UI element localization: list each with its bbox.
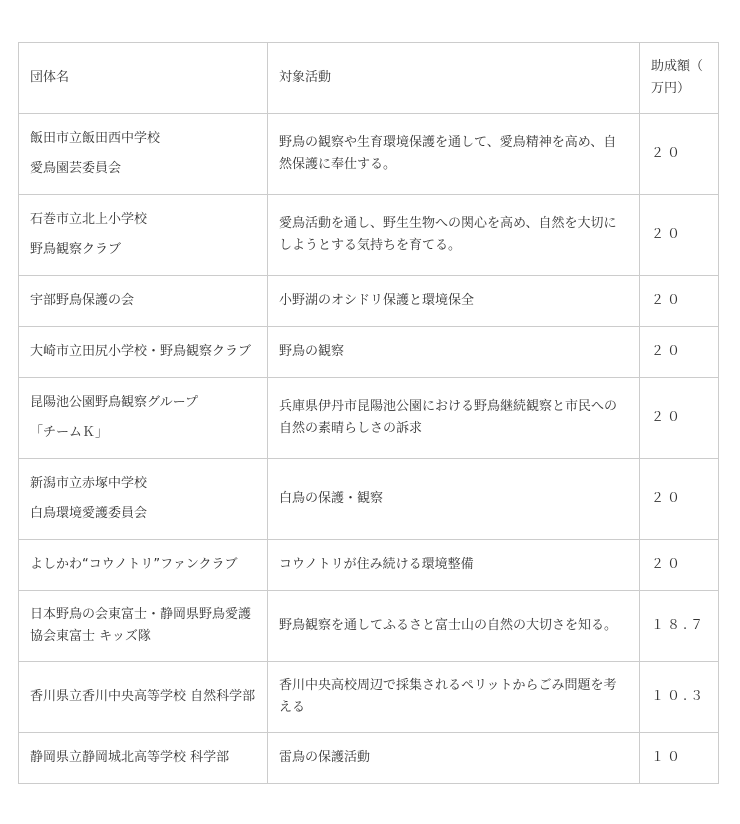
activity-cell: 野鳥の観察や生育環境保護を通して、愛鳥精神を高め、自然保護に奉仕する。 [268,114,640,195]
activity-cell: 小野湖のオシドリ保護と環境保全 [268,276,640,327]
org-name-line: 宇部野鳥保護の会 [30,293,135,308]
amount-cell: １０ [640,733,719,784]
org-name-line: 飯田市立飯田西中学校 [30,131,161,146]
amount-cell: １８.７ [640,591,719,662]
table-header-row [19,43,719,114]
activity-cell: 野鳥の観察 [268,327,640,378]
amount-cell: ２０ [640,459,719,540]
org-cell [19,733,268,784]
header-amount-line2: 万円） [651,81,691,96]
amount-cell: ２０ [640,114,719,195]
org-name-line: 愛鳥園芸委員会 [30,161,122,176]
amount-cell: ２０ [640,195,719,276]
header-activity: 対象活動 [268,43,640,114]
table-row [19,276,719,327]
org-name-line: 香川県立香川中央高等学校 自然科学部 [30,689,256,704]
amount-cell: ２０ [640,276,719,327]
org-cell [19,662,268,733]
activity-cell: 香川中央高校周辺で採集されるペリットからごみ問題を考える [268,662,640,733]
table-row [19,733,719,784]
org-name-line: 石巻市立北上小学校 [30,212,148,227]
org-name-line: 野鳥観察クラブ [30,242,122,257]
org-cell [19,459,268,540]
org-name-line: 新潟市立赤塚中学校 [30,476,148,491]
header-org: 団体名 [19,43,268,114]
amount-cell: １０.３ [640,662,719,733]
org-cell [19,591,268,662]
table-row [19,662,719,733]
grant-table-container [18,42,719,784]
activity-cell: 愛鳥活動を通し、野生生物への関心を高め、自然を大切にしようとする気持ちを育てる。 [268,195,640,276]
org-cell [19,195,268,276]
table-row [19,327,719,378]
org-name-line: 大崎市立田尻小学校・野鳥観察クラブ [30,344,252,359]
activity-cell: コウノトリが住み続ける環境整備 [268,540,640,591]
amount-cell: ２０ [640,378,719,459]
grant-table [18,42,719,784]
org-name-line: よしかわ“コウノトリ”ファンクラブ [30,557,238,572]
header-amount-line1: 助成額（ [651,59,704,74]
table-row [19,114,719,195]
activity-cell: 雷鳥の保護活動 [268,733,640,784]
table-row [19,591,719,662]
org-cell [19,114,268,195]
activity-cell: 白鳥の保護・観察 [268,459,640,540]
org-cell [19,327,268,378]
table-row [19,459,719,540]
org-name-line: 「チームＫ」 [30,425,109,440]
table-row [19,540,719,591]
org-name-line: 日本野鳥の会東富士・静岡県野鳥愛護協会東富士 キッズ隊 [30,607,252,644]
activity-cell: 兵庫県伊丹市昆陽池公園における野鳥継続観察と市民への自然の素晴らしさの訴求 [268,378,640,459]
org-name-line: 白鳥環境愛護委員会 [30,506,148,521]
activity-cell: 野鳥観察を通してふるさと富士山の自然の大切さを知る。 [268,591,640,662]
amount-cell: ２０ [640,327,719,378]
org-name-line: 昆陽池公園野鳥観察グループ [30,395,198,410]
table-row [19,378,719,459]
org-cell [19,276,268,327]
org-cell [19,378,268,459]
table-row [19,195,719,276]
amount-cell: ２０ [640,540,719,591]
header-amount [640,43,719,114]
org-name-line: 静岡県立静岡城北高等学校 科学部 [30,750,230,765]
org-cell [19,540,268,591]
